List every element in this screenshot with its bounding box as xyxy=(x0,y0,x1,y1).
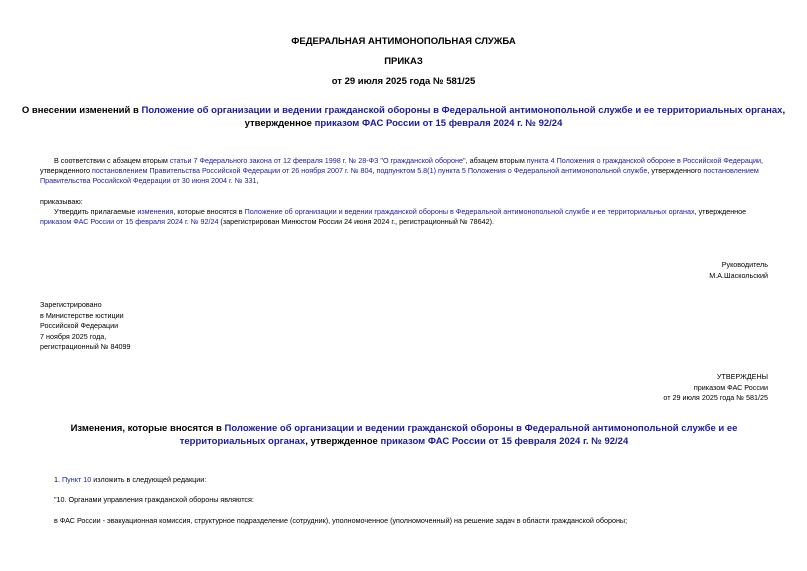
text: Утвердить прилагаемые xyxy=(54,207,138,216)
order-word: приказываю: xyxy=(40,197,83,206)
text: , которые вносятся в xyxy=(173,207,245,216)
approval-line: от 29 июля 2025 года № 581/25 xyxy=(663,393,768,402)
registration-block xyxy=(40,300,130,353)
text: (зарегистрирован Минюстом России 24 июня 2024 г., регистрационный № 78642). xyxy=(218,217,494,226)
resolution-331-link[interactable]: постановлением Правительства Российской Федерации от 30 июня 2004 г. № 331 xyxy=(40,166,759,185)
regulation-link[interactable]: Положение об организации и ведении гражданской обороны в Федеральной антимонопольной службе и ее территориальных органах xyxy=(141,105,783,116)
approve-paragraph xyxy=(40,207,768,227)
point-10-link[interactable]: Пункт 10 xyxy=(62,475,92,484)
title-prefix: О внесении изменений в xyxy=(21,105,142,116)
changes-title xyxy=(40,422,768,448)
reg-line: 7 ноября 2025 года, xyxy=(40,331,107,341)
preamble-paragraph xyxy=(40,156,768,186)
base-order-link[interactable]: приказом ФАС России от 15 февраля 2024 г. № 92/24 xyxy=(380,436,629,447)
approval-line: УТВЕРЖДЕНЫ xyxy=(716,372,768,381)
order-title xyxy=(0,104,807,130)
signatory-name: М.А.Шаскольский xyxy=(709,270,768,280)
law-link[interactable]: статьи 7 Федерального закона от 12 февраля 1998 г. № 28-ФЗ "О гражданской обороне" xyxy=(169,156,466,165)
title-mid: , утвержденное xyxy=(244,105,786,129)
text: , xyxy=(372,166,377,175)
text: , абзацем вторым xyxy=(465,156,527,165)
changes-link[interactable]: изменения xyxy=(137,207,174,216)
civil-defense-regulation-link[interactable]: пункта 4 Положения о гражданской обороне в Российской Федерации xyxy=(526,156,761,165)
quoted-point-10: "10. Органами управления гражданской обороны являются: xyxy=(54,495,254,504)
text: , утвержденного xyxy=(647,166,704,175)
change-item-1 xyxy=(54,475,768,485)
signature-block xyxy=(709,260,768,281)
point-10-content: в ФАС России - эвакуационная комиссия, структурное подразделение (сотрудник), уполномоченное (уполномоченный) на решение задач в области гражданской обороны; xyxy=(54,516,628,525)
regulation-link[interactable]: Положение об организации и ведении гражданской обороны в Федеральной антимонопольной службе и ее территориальных органах xyxy=(244,207,695,216)
order-date-number: от 29 июля 2025 года № 581/25 xyxy=(331,76,476,87)
base-order-link[interactable]: приказом ФАС России от 15 февраля 2024 г. № 92/24 xyxy=(40,217,219,226)
reg-line: в Министерстве юстиции xyxy=(40,310,124,320)
text: , xyxy=(256,176,259,185)
resolution-804-link[interactable]: постановлением Правительства Российской Федерации от 26 ноября 2007 г. № 804 xyxy=(92,166,373,175)
approval-line: приказом ФАС России xyxy=(693,382,768,392)
signatory-role: Руководитель xyxy=(721,260,768,269)
item-text: изложить в следующей редакции: xyxy=(91,475,207,484)
regulation-link[interactable]: Положение об организации и ведении гражданской обороны в Федеральной антимонопольной службе и ее территориальных органах xyxy=(179,423,738,447)
reg-line: регистрационный № 84099 xyxy=(40,342,131,351)
reg-line: Зарегистрировано xyxy=(40,300,102,309)
base-order-link[interactable]: приказом ФАС России от 15 февраля 2024 г. № 92/24 xyxy=(314,118,563,129)
reg-line: Российской Федерации xyxy=(40,321,119,330)
fas-regulation-link[interactable]: подпунктом 5.8(1) пункта 5 Положения о Федеральной антимонопольной службе xyxy=(376,166,648,175)
text: В соответствии с абзацем вторым xyxy=(54,156,170,165)
text: , утвержденное xyxy=(694,207,747,216)
item-number: 1. xyxy=(54,475,62,484)
title-mid: , утвержденное xyxy=(305,436,381,447)
text: , утвержденного xyxy=(40,156,763,175)
title-prefix: Изменения, которые вносятся в xyxy=(70,423,225,434)
document-type: ПРИКАЗ xyxy=(384,56,423,67)
agency-name: ФЕДЕРАЛЬНАЯ АНТИМОНОПОЛЬНАЯ СЛУЖБА xyxy=(291,36,516,47)
approval-block xyxy=(663,372,768,404)
